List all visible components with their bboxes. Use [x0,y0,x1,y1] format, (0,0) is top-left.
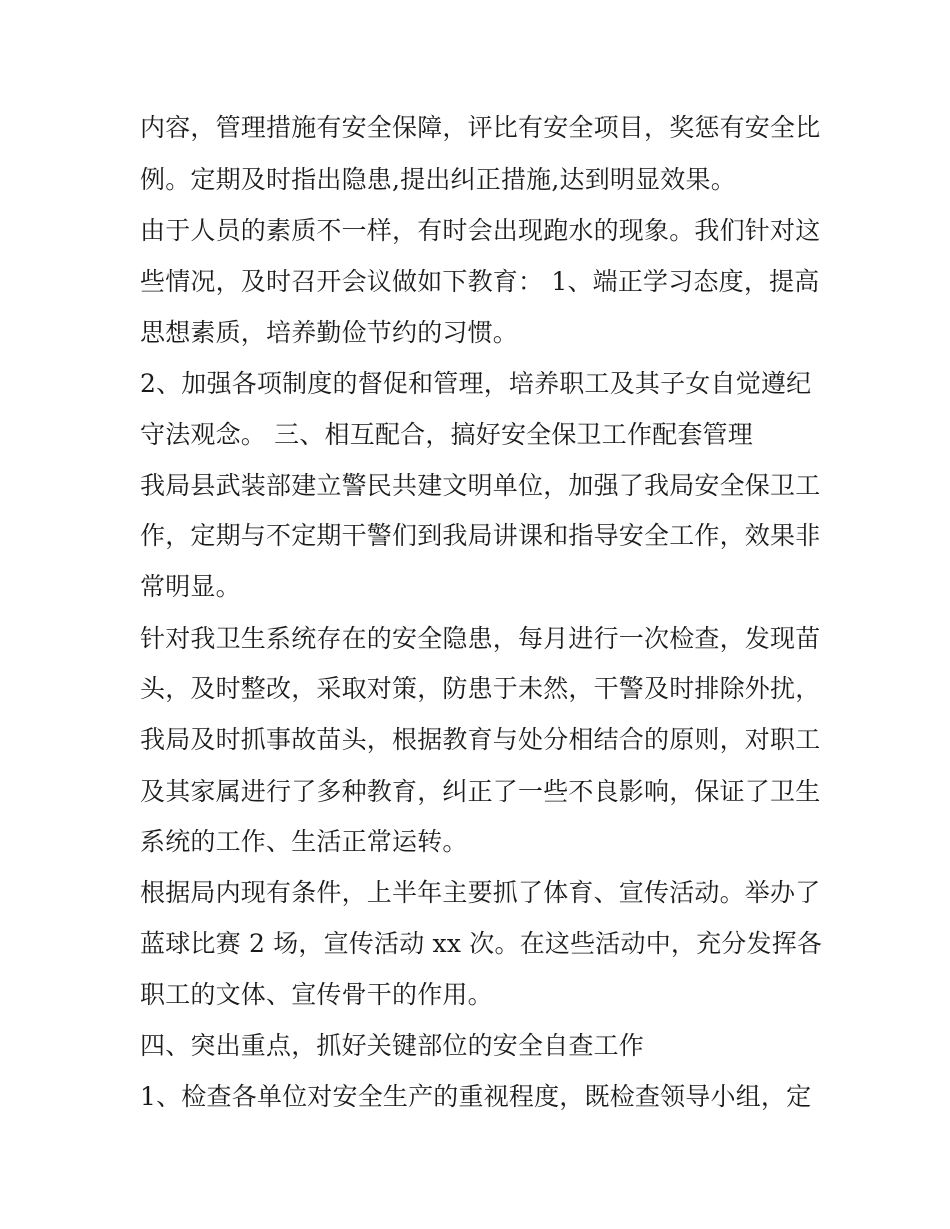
text-line: 及其家属进行了多种教育，纠正了一些不良影响，保证了卫生 [140,777,821,806]
text-line: 由于人员的素质不一样，有时会出现跑水的现象。我们针对这 [140,216,821,245]
text-line: 思想素质，培养勤俭节约的习惯。 [140,318,519,347]
text-line: 针对我卫生系统存在的安全隐患，每月进行一次检查，发现苗 [140,624,821,653]
text-line: 2、加强各项制度的督促和管理，培养职工及其子女自觉遵纪 [140,369,812,398]
text-line: 常明显。 [140,572,241,601]
text-line: 蓝球比赛 2 场，宣传活动 xx 次。在这些活动中，充分发挥各 [140,929,823,958]
text-line: 例。定期及时指出隐患,提出纠正措施,达到明显效果。 [140,165,736,194]
text-line: 作，定期与不定期干警们到我局讲课和指导安全工作，效果非 [140,521,821,550]
text-line: 内容，管理措施有安全保障，评比有安全项目，奖惩有安全比 [140,113,821,142]
text-line: 守法观念。 三、相互配合，搞好安全保卫工作配套管理 [140,420,753,449]
text-line: 系统的工作、生活正常运转。 [140,827,468,856]
text-line: 根据局内现有条件，上半年主要抓了体育、宣传活动。举办了 [140,878,821,907]
text-line: 职工的文体、宣传骨干的作用。 [140,980,493,1009]
text-line: 头，及时整改，采取对策，防患于未然，干警及时排除外扰， [140,674,821,703]
text-line: 1、检查各单位对安全生产的重视程度，既检查领导小组，定 [140,1082,812,1111]
text-line: 四、突出重点，抓好关键部位的安全自查工作 [140,1031,645,1060]
text-line: 些情况，及时召开会议做如下教育： 1、端正学习态度，提高 [140,267,820,296]
text-line: 我局县武装部建立警民共建文明单位，加强了我局安全保卫工 [140,471,821,500]
text-line: 我局及时抓事故苗头，根据教育与处分相结合的原则，对职工 [140,725,821,754]
